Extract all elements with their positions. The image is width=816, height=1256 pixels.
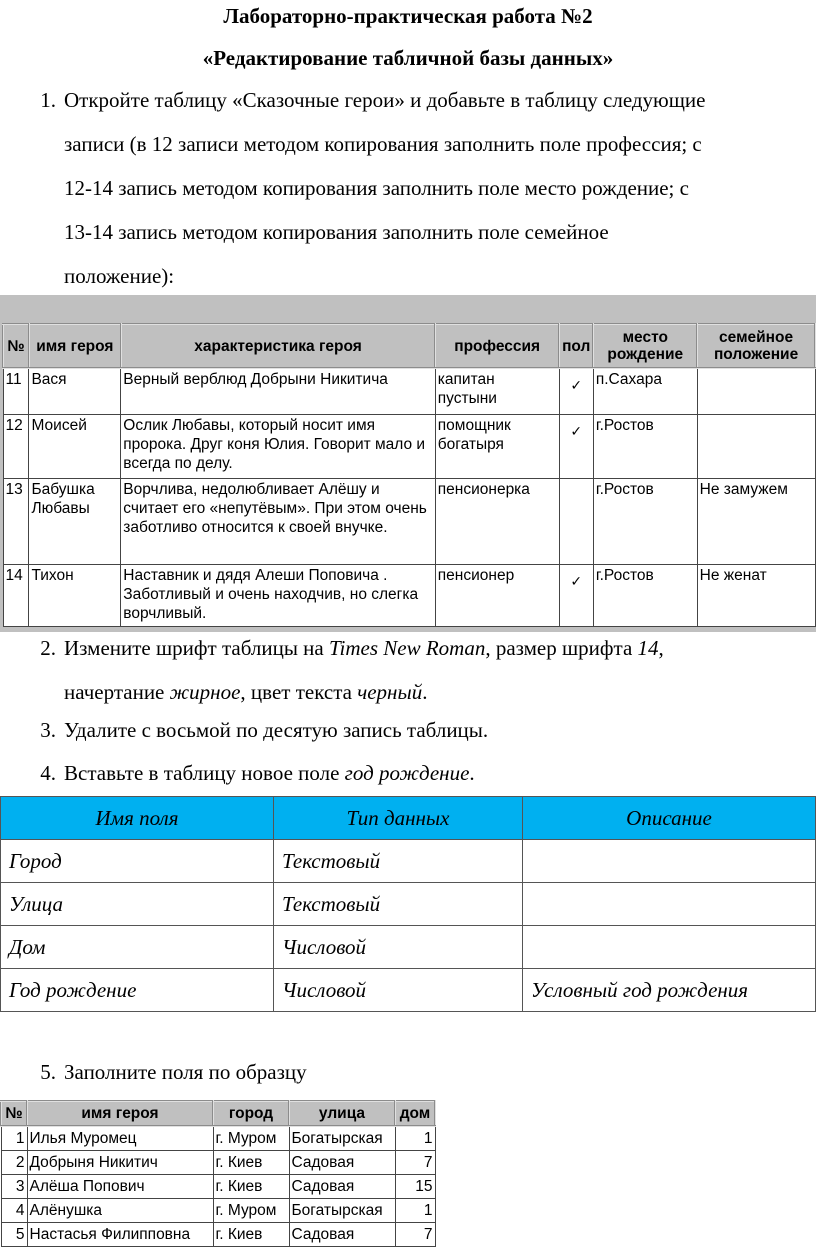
cell-field-name: Город: [1, 840, 274, 883]
task-5-text: Заполните поля по образцу: [64, 1060, 307, 1084]
cell-number: 2: [1, 1151, 27, 1175]
fields-table: [0, 796, 816, 1012]
heroes-table-frame: [0, 295, 816, 632]
table-row: [1, 1199, 435, 1223]
cell-number: 12: [3, 414, 29, 478]
cell-data-type: Текстовый: [274, 840, 523, 883]
task-2-size: 14: [637, 636, 659, 660]
col-header-birthplace: место рождение: [593, 324, 697, 368]
title-line-2: «Редактирование табличной базы данных»: [202, 46, 614, 70]
cell-street: Садовая: [289, 1151, 395, 1175]
cell-profession: помощник богатыря: [435, 414, 559, 478]
task-1-line: 12-14 запись методом копирования заполнить поле место рождение; с: [64, 176, 689, 200]
cell-profession: капитан пустыни: [435, 368, 559, 414]
cell-number: 3: [1, 1175, 27, 1199]
cell-description: Ослик Любавы, который носит имя пророка. Друг коня Юлия. Говорит мало и всегда по делу.: [121, 414, 436, 478]
cell-description: Верный верблюд Добрыни Никитича: [121, 368, 436, 414]
cell-sex: [559, 564, 593, 626]
cell-field-name: Улица: [1, 883, 274, 926]
cell-description: Наставник и дядя Алеши Поповича . Заботливый и очень находчив, но слегка ворчливый.: [121, 564, 436, 626]
table-row: [1, 926, 816, 969]
cell-marital-status: Не замужем: [697, 478, 815, 564]
cell-house: 7: [395, 1151, 435, 1175]
cell-city: г. Муром: [213, 1126, 289, 1151]
table-row: [1, 969, 816, 1012]
cell-name: Вася: [29, 368, 121, 414]
cell-data-type: Числовой: [274, 926, 523, 969]
cell-name: Алёнушка: [27, 1199, 213, 1223]
task-2-text: начертание: [64, 680, 170, 704]
cell-number: 1: [1, 1126, 27, 1151]
task-2-text: Измените шрифт таблицы на: [64, 636, 329, 660]
table-row: [3, 368, 815, 414]
task-4-field: год рождение: [344, 761, 470, 785]
task-4-number: 4.: [40, 761, 56, 785]
cell-street: Богатырская: [289, 1199, 395, 1223]
cell-street: Садовая: [289, 1175, 395, 1199]
task-4-text: .: [469, 761, 475, 785]
task-2-color: черный: [357, 680, 423, 704]
task-1-number: 1.: [40, 88, 56, 112]
col-header-number: №: [1, 1101, 27, 1126]
cell-name: Моисей: [29, 414, 121, 478]
task-4-text: Вставьте в таблицу новое поле: [64, 761, 345, 785]
cell-street: Садовая: [289, 1223, 395, 1247]
cell-description: Ворчлива, недолюбливает Алёшу и считает его «непутёвым». При этом очень заботливо относится к своей внучке.: [121, 478, 436, 564]
cell-field-name: Дом: [1, 926, 274, 969]
cell-description: [523, 840, 816, 883]
cell-name: Тихон: [29, 564, 121, 626]
cell-birthplace: п.Сахара: [593, 368, 697, 414]
task-2-font: Times New Roman: [328, 636, 486, 660]
col-header-house: дом: [395, 1101, 435, 1126]
cell-number: 5: [1, 1223, 27, 1247]
cell-number: 13: [3, 478, 29, 564]
task-2-style: жирное: [169, 680, 241, 704]
cell-birthplace: г.Ростов: [593, 414, 697, 478]
check-icon: ✓: [570, 377, 583, 393]
cell-name: Настасья Филипповна: [27, 1223, 213, 1247]
cell-profession: пенсионер: [435, 564, 559, 626]
cell-marital-status: Не женат: [697, 564, 815, 626]
task-1-line: положение):: [64, 264, 175, 288]
table-row: [1, 883, 816, 926]
cell-marital-status: [697, 368, 815, 414]
task-2-text: , цвет текста: [240, 680, 358, 704]
cell-data-type: Текстовый: [274, 883, 523, 926]
col-header-description: характеристика героя: [121, 324, 436, 368]
task-1-line: Откройте таблицу «Сказочные герои» и добавьте в таблицу следующие: [64, 88, 706, 112]
cell-number: 4: [1, 1199, 27, 1223]
cell-name: Добрыня Никитич: [27, 1151, 213, 1175]
check-icon: ✓: [570, 422, 583, 439]
cell-field-name: Год рождение: [1, 969, 274, 1012]
cell-city: г. Муром: [213, 1199, 289, 1223]
cell-description: Условный год рождения: [523, 969, 816, 1012]
cell-name: Бабушка Любавы: [29, 478, 121, 564]
col-header-description: Описание: [523, 797, 816, 840]
table-row: [1, 1126, 435, 1151]
col-header-city: город: [213, 1101, 289, 1126]
task-2-text: , размер шрифта: [485, 636, 638, 660]
cell-house: 1: [395, 1126, 435, 1151]
col-header-name: имя героя: [27, 1101, 213, 1126]
addresses-table: [0, 1100, 436, 1247]
table-row: [3, 564, 815, 626]
cell-sex: [559, 478, 593, 564]
col-header-profession: профессия: [435, 324, 559, 368]
table-row: [3, 478, 815, 564]
col-header-street: улица: [289, 1101, 395, 1126]
task-1-line: записи (в 12 записи методом копирования заполнить поле профессия; с: [64, 132, 702, 156]
col-header-name: имя героя: [29, 324, 121, 368]
cell-birthplace: г.Ростов: [593, 564, 697, 626]
cell-profession: пенсионерка: [435, 478, 559, 564]
task-2-text: ,: [658, 636, 664, 660]
col-header-marital-status: семейное положение: [697, 324, 815, 368]
table-row: [1, 1151, 435, 1175]
cell-description: [523, 926, 816, 969]
cell-description: [523, 883, 816, 926]
col-header-number: №: [3, 324, 29, 368]
cell-number: 14: [3, 564, 29, 626]
cell-street: Богатырская: [289, 1126, 395, 1151]
cell-name: Алёша Попович: [27, 1175, 213, 1199]
col-header-sex: пол: [559, 324, 593, 368]
cell-house: 15: [395, 1175, 435, 1199]
col-header-data-type: Тип данных: [274, 797, 523, 840]
task-5-number: 5.: [40, 1060, 56, 1084]
table-row: [1, 1223, 435, 1247]
cell-data-type: Числовой: [274, 969, 523, 1012]
task-3-number: 3.: [40, 718, 56, 742]
task-2-text: .: [422, 680, 428, 704]
cell-marital-status: [697, 414, 815, 478]
cell-sex: [559, 414, 593, 478]
table-row: [3, 414, 815, 478]
cell-city: г. Киев: [213, 1223, 289, 1247]
task-1-line: 13-14 запись методом копирования заполнить поле семейное: [64, 220, 609, 244]
title-line-1: Лабораторно-практическая работа №2: [223, 4, 593, 28]
cell-birthplace: г.Ростов: [593, 478, 697, 564]
cell-sex: [559, 368, 593, 414]
heroes-table: [2, 323, 816, 627]
col-header-field-name: Имя поля: [1, 797, 274, 840]
cell-house: 1: [395, 1199, 435, 1223]
cell-city: г. Киев: [213, 1151, 289, 1175]
cell-city: г. Киев: [213, 1175, 289, 1199]
task-3-text: Удалите с восьмой по десятую запись таблицы.: [64, 718, 489, 742]
table-row: [1, 840, 816, 883]
cell-house: 7: [395, 1223, 435, 1247]
task-2-number: 2.: [40, 636, 56, 660]
cell-name: Илья Муромец: [27, 1126, 213, 1151]
cell-number: 11: [3, 368, 29, 414]
table-row: [1, 1175, 435, 1199]
check-icon: ✓: [570, 572, 583, 589]
